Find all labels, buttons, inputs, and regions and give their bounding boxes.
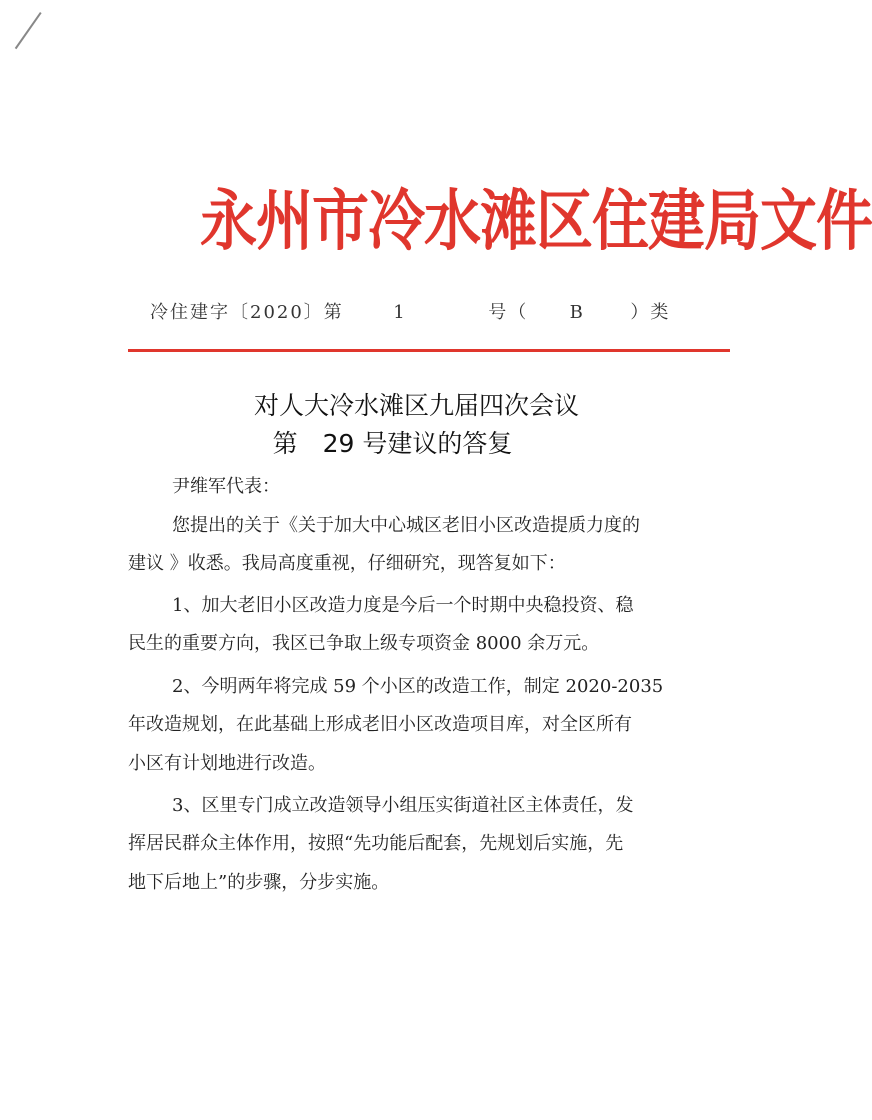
reply-heading-line1: 对人大冷水滩区九届四次会议 <box>253 391 579 420</box>
body-line: 挥居民群众主体作用，按照“先功能后配套，先规划后实施，先 <box>128 833 624 854</box>
document-number <box>150 298 710 324</box>
doc-number-class: B <box>569 302 585 323</box>
body-line: 民生的重要方向，我区已争取上级专项资金 8000 余万元。 <box>128 633 600 654</box>
body-line: 年改造规划，在此基础上形成老旧小区改造项目库，对全区所有 <box>128 714 632 735</box>
pen-mark <box>15 12 42 49</box>
body-line: 小区有计划地进行改造。 <box>128 753 326 774</box>
salutation: 尹维军代表： <box>172 476 280 497</box>
body-line: 3、区里专门成立改造领导小组压实街道社区主体责任，发 <box>172 795 634 816</box>
red-divider <box>128 349 730 352</box>
body-line: 2、今明两年将完成 59 个小区的改造工作，制定 2020-2035 <box>172 676 664 697</box>
body-line: 1、加大老旧小区改造力度是今后一个时期中央稳投资、稳 <box>172 595 634 616</box>
body-line: 建议 》收悉。我局高度重视，仔细研究，现答复如下： <box>128 553 566 574</box>
body-line: 您提出的关于《关于加大中心城区老旧小区改造提质力度的 <box>172 515 640 536</box>
doc-number-suffix: ）类 <box>630 302 671 323</box>
reply-heading-line2: 第 29 号建议的答复 <box>272 429 513 458</box>
doc-number-prefix: 冷住建字〔2020〕第 <box>150 302 344 323</box>
doc-number-value: 1 <box>393 302 407 323</box>
document-title: 永州市冷水滩区住建局文件 <box>200 183 872 260</box>
body-line: 地下后地上”的步骤，分步实施。 <box>128 872 390 893</box>
doc-number-mid: 号（ <box>488 302 529 323</box>
